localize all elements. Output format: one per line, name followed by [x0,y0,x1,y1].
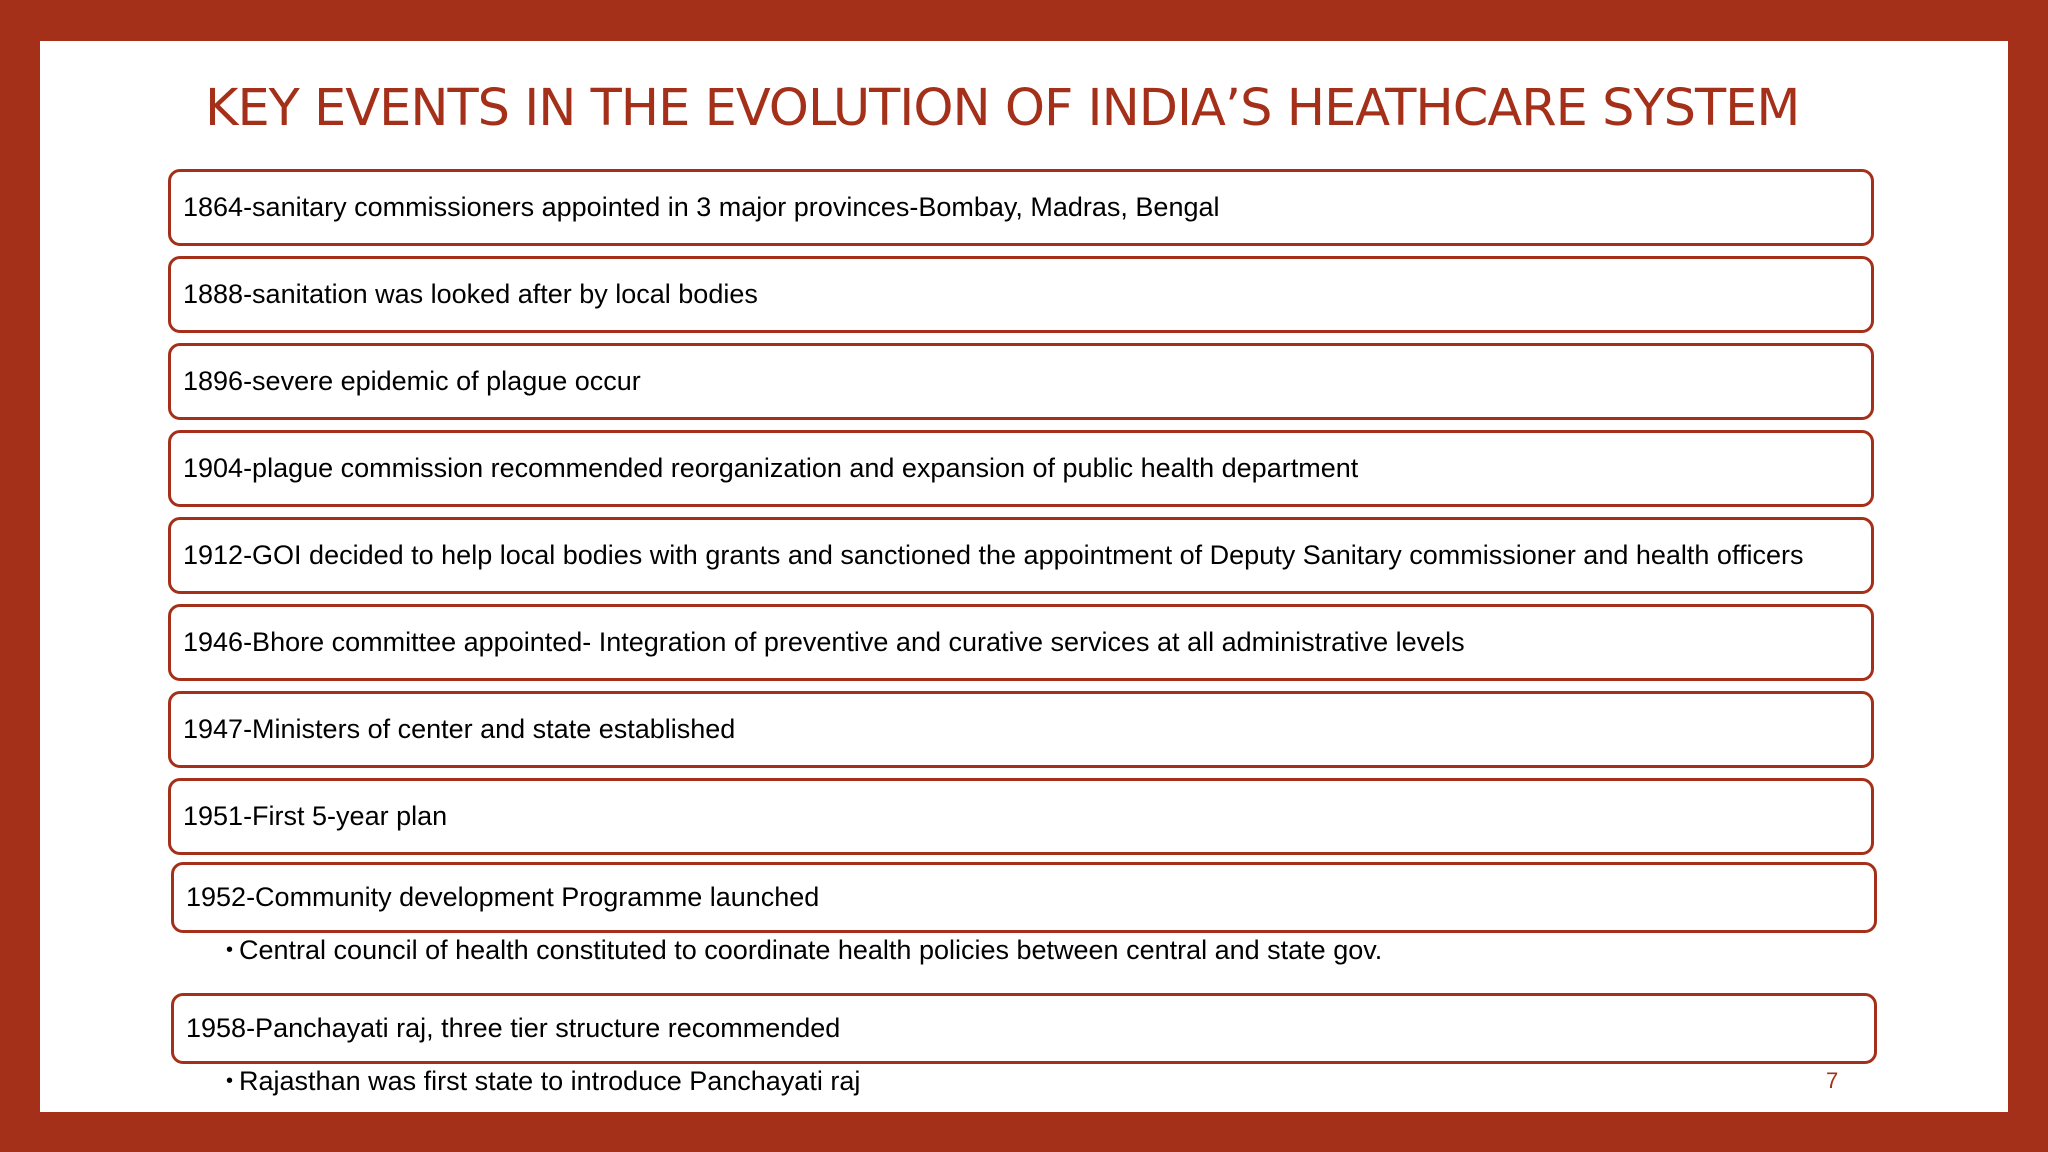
event-box-1958: 1958-Panchayati raj, three tier structure recommended [171,993,1877,1064]
page-number: 7 [1826,1068,1839,1093]
event-box-1946: 1946-Bhore committee appointed- Integration of preventive and curative services at all administrative levels [168,604,1874,681]
sub-bullet-text: Central council of health constituted to coordinate health policies between central and state gov. [239,935,1383,965]
event-box-1888: 1888-sanitation was looked after by local bodies [168,256,1874,333]
event-box-1947: 1947-Ministers of center and state established [168,691,1874,768]
event-box-1951: 1951-First 5-year plan [168,778,1874,855]
event-box-1952: 1952-Community development Programme launched [171,862,1877,933]
bullet-icon: • [226,1070,234,1092]
slide-title: KEY EVENTS IN THE EVOLUTION OF INDIA’S HEATHCARE SYSTEM [205,79,1800,138]
event-box-1912: 1912-GOI decided to help local bodies with grants and sanctioned the appointment of Deputy Sanitary commissioner and health officers [168,517,1874,594]
sub-bullet-central-council [226,937,1382,964]
sub-bullet-rajasthan [226,1068,860,1095]
event-box-1904: 1904-plague commission recommended reorganization and expansion of public health department [168,430,1874,507]
event-box-1864: 1864-sanitary commissioners appointed in 3 major provinces-Bombay, Madras, Bengal [168,169,1874,246]
sub-bullet-text: Rajasthan was first state to introduce Panchayati raj [239,1066,861,1096]
bullet-icon: • [226,939,234,961]
event-box-1896: 1896-severe epidemic of plague occur [168,343,1874,420]
